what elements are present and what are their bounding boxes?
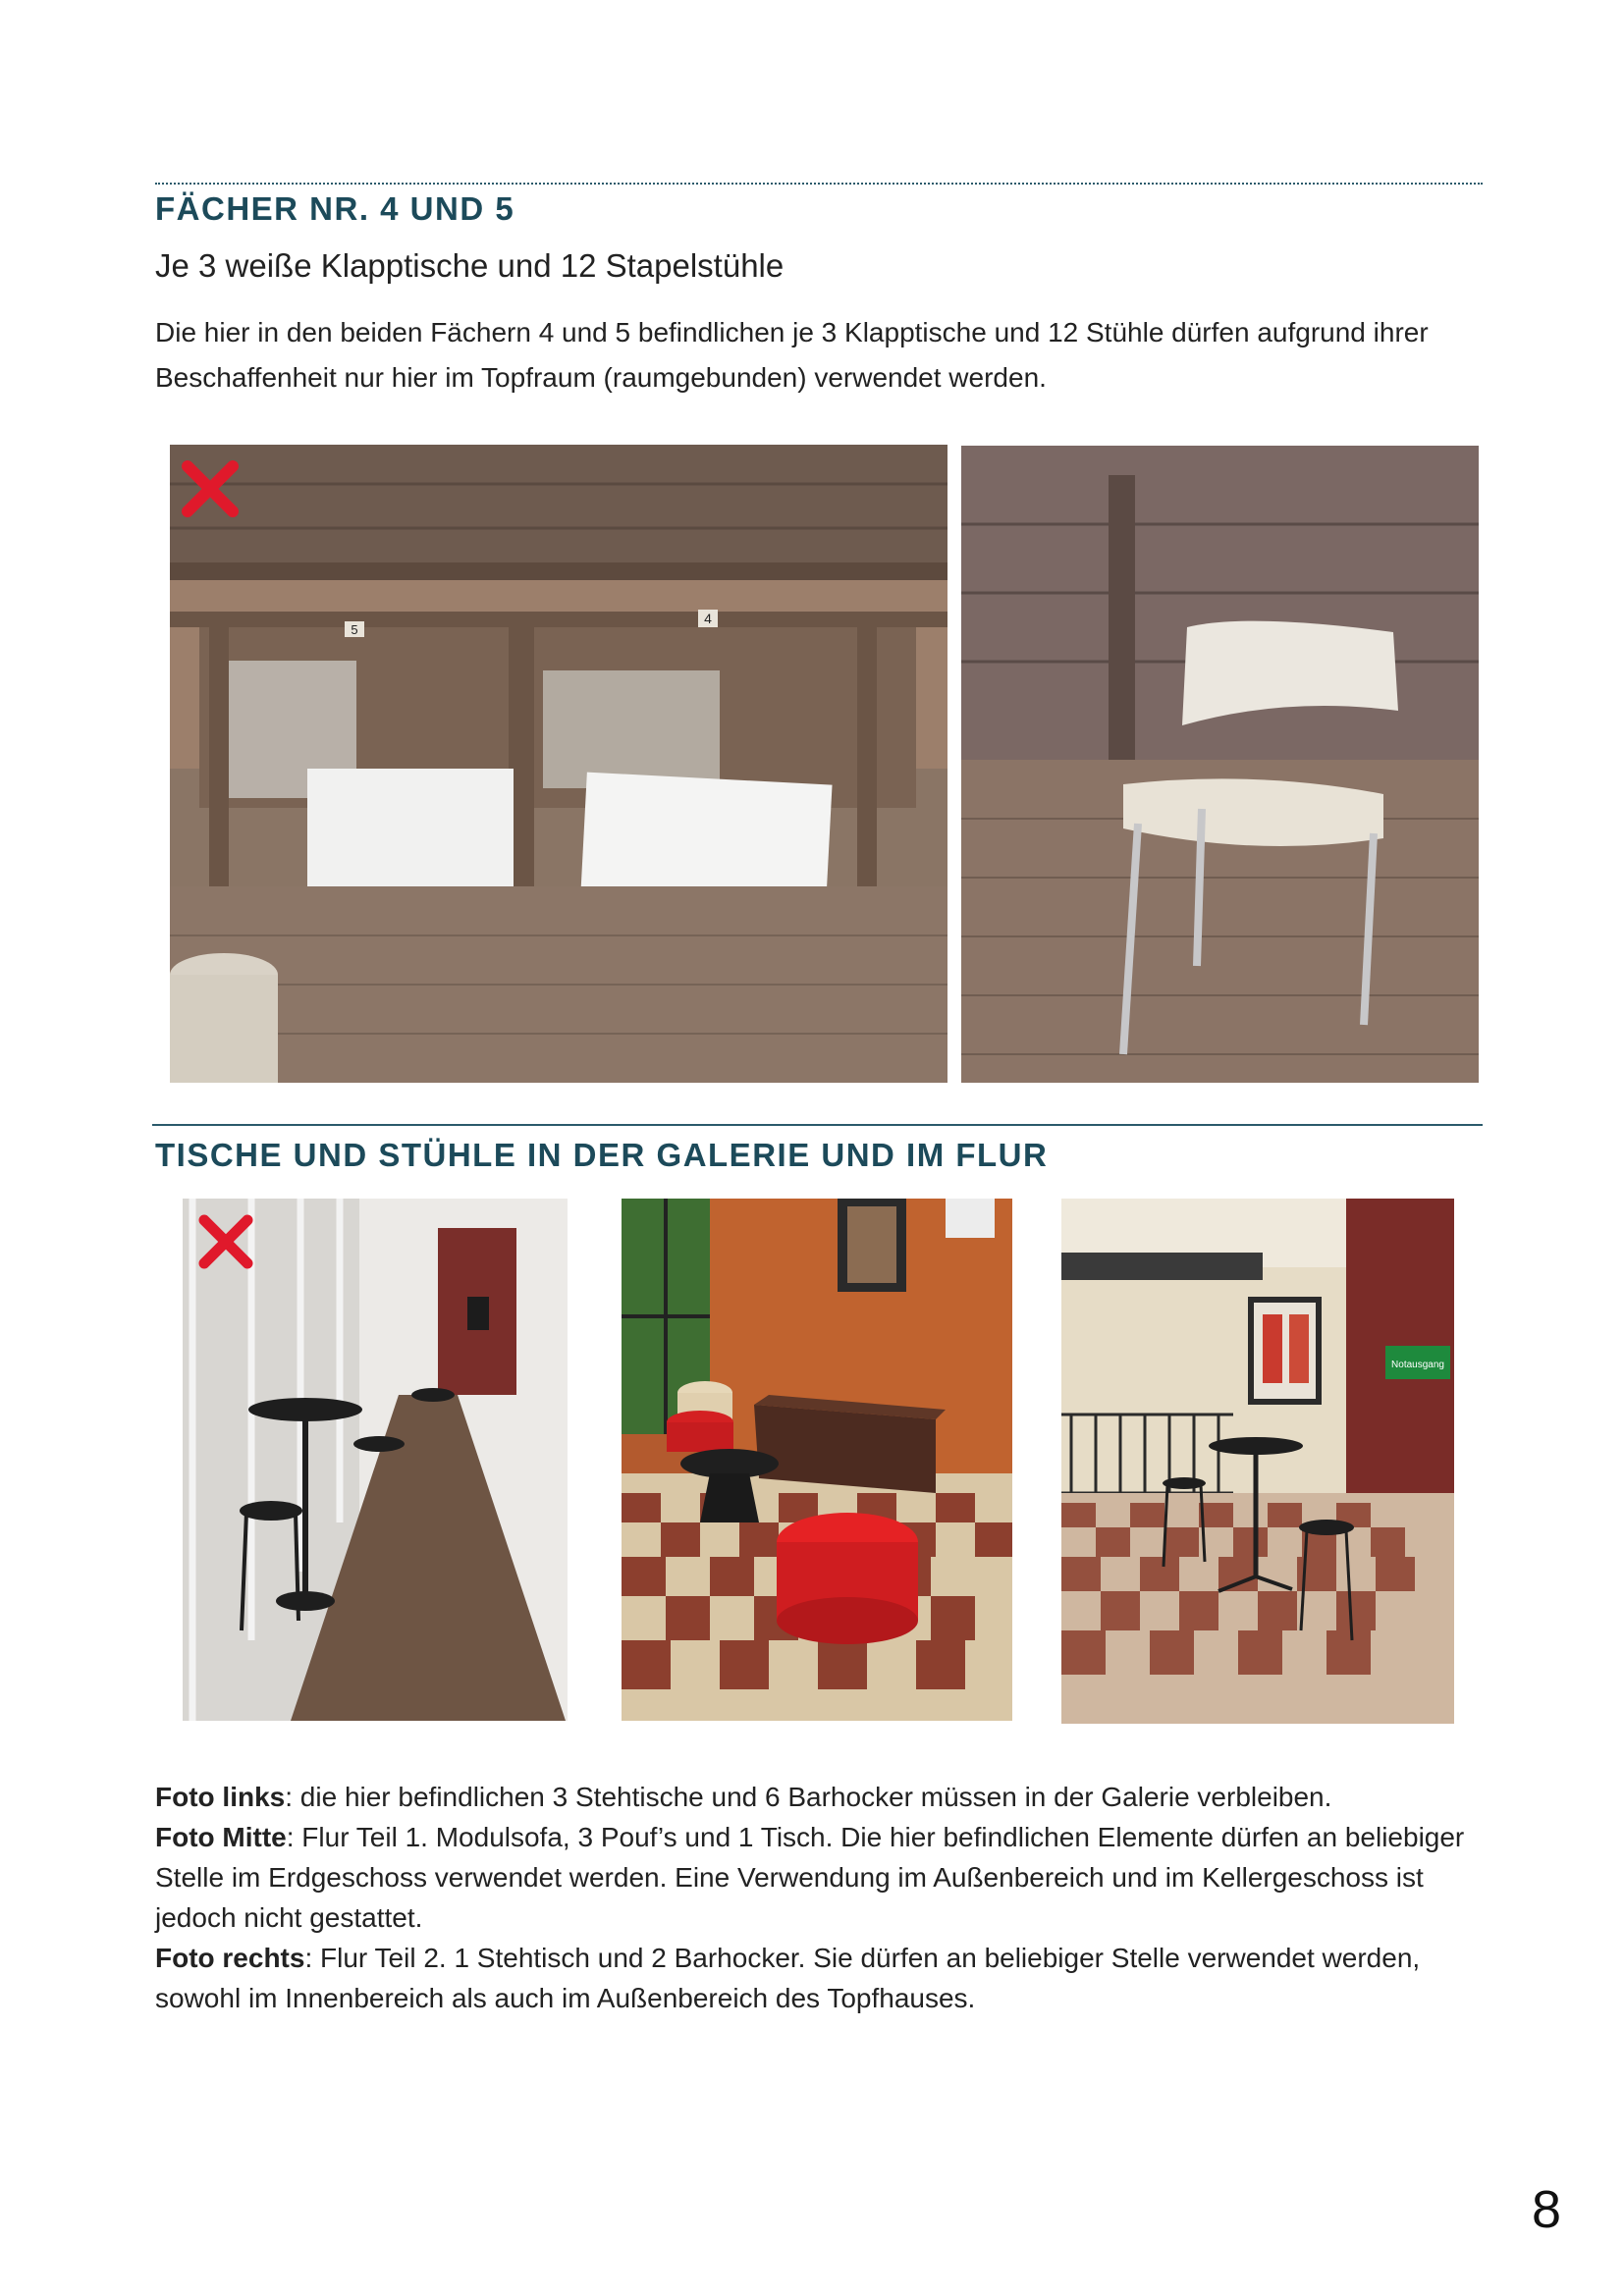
intro-paragraph: Die hier in den beiden Fächern 4 und 5 befindlichen je 3 Klapptische und 12 Stühle dürfen aufgrund ihrer Beschaffenheit nur hier im Topfraum (raumgebunden) verwendet werden. <box>155 317 1429 393</box>
photo-storage-compartments <box>170 445 947 1083</box>
section-heading-galerie: TISCHE UND STÜHLE IN DER GALERIE UND IM FLUR <box>155 1137 1049 1173</box>
caption-left: Foto links: die hier befindlichen 3 Stehtische und 6 Barhocker müssen in der Galerie verbleiben. <box>155 1782 1332 1812</box>
caption-right: Foto rechts: Flur Teil 2. 1 Stehtisch und 2 Barhocker. Sie dürfen an beliebiger Stelle verwendet werden, sowohl im Innenbereich als auch im Außenbereich des Topfhauses. <box>155 1943 1421 2013</box>
section-divider-top <box>155 183 1483 185</box>
photo-gallery <box>183 1199 568 1721</box>
section-heading-faecher: FÄCHER NR. 4 UND 5 <box>155 190 515 227</box>
photo-hallway-2 <box>1061 1199 1454 1724</box>
photo-captions <box>155 1777 1490 2018</box>
section-divider <box>152 1124 1483 1126</box>
compartment-5-label: 5 <box>351 622 358 637</box>
compartment-4-label: 4 <box>704 611 712 626</box>
caption-middle: Foto Mitte: Flur Teil 1. Modulsofa, 3 Pouf’s und 1 Tisch. Die hier befindlichen Elemente dürfen an beliebiger Stelle im Erdgeschoss verwendet werden. Eine Verwendung im Außenbereich und im Kellergeschoss ist jedoch nicht gestattet. <box>155 1822 1465 1933</box>
photo-white-chair <box>961 446 1479 1083</box>
exit-sign: Notausgang <box>1391 1360 1444 1370</box>
photo-hallway-1 <box>622 1199 1012 1721</box>
section-subheading: Je 3 weiße Klapptische und 12 Stapelstühle <box>155 247 785 284</box>
page-number: 8 <box>1532 2180 1562 2239</box>
